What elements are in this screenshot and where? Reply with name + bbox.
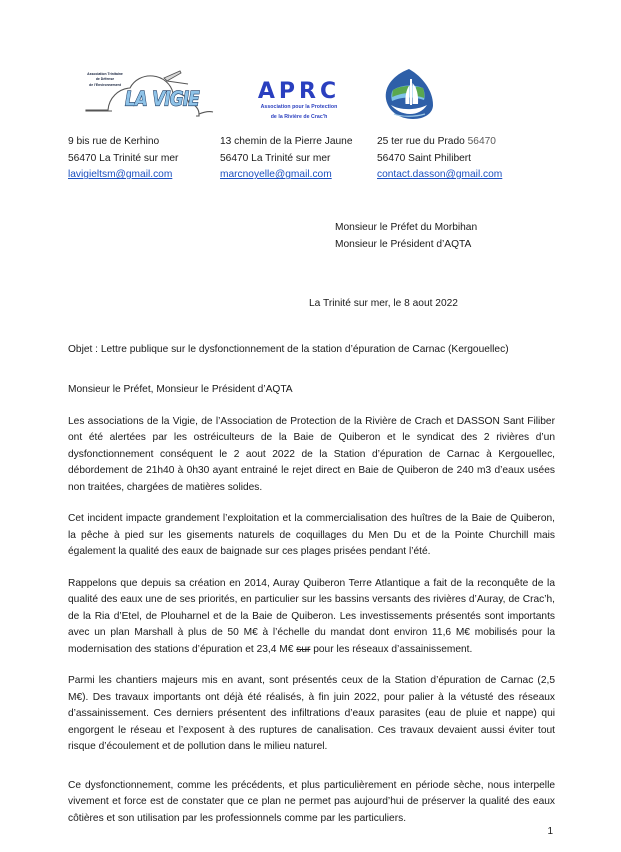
la-vigie-subtitle-line-1: Association Trinitaine <box>87 72 123 76</box>
subject-line: Objet : Lettre publique sur le dysfonctionnement de la station d’épuration de Carnac (Kergouellec) <box>68 344 509 355</box>
la-vigie-subtitle-line-3: de l'Environnement <box>89 82 121 87</box>
la-vigie-wordmark: LA VIGIE <box>125 87 200 110</box>
logo-cell-aprc <box>220 80 377 125</box>
email-link-aprc[interactable]: marcnoyelle@gmail.com <box>220 169 332 181</box>
dasson-sant-filiber-logo <box>383 67 437 125</box>
paragraph-3-part-1: Rappelons que depuis sa création en 2014, Auray Quiberon Terre Atlantique a fait de la reconquête de la qualité des eaux une de ses priorités, en particulier sur les bassins versants des rivières d’Auray, de Crac’h, de la Ria d’Etel, de Plouharnel et de la Baie de Quiberon. Les investissements présentés sont importants avec un plan Marshall à plus de 50 M€ à l’échelle du mandat dont environ 11,6 M€ mobilisés pour la modernisation des stations d’épuration et 23,4 M€ <box>68 577 555 655</box>
sailboat-icon <box>383 67 437 125</box>
la-vigie-subtitle <box>72 72 138 88</box>
address-city: 56470 Saint Philibert <box>377 152 472 164</box>
recipient-line-1: Monsieur le Préfet du Morbihan <box>335 222 478 233</box>
address-row <box>68 134 555 184</box>
address-street: 25 ter rue du Prado <box>377 136 468 147</box>
page-number: 1 <box>547 826 553 837</box>
aprc-subtitle-line-2: de la Rivière de Crac'h <box>270 114 328 121</box>
aprc-subtitle-line-1: Association pour la Protection <box>260 104 338 111</box>
logo-cell-dasson <box>377 67 437 125</box>
la-vigie-logo <box>68 67 216 125</box>
address-street-row <box>377 134 502 151</box>
recipient-line-2: Monsieur le Président d’AQTA <box>335 239 472 251</box>
address-street: 9 bis rue de Kerhino <box>68 136 160 147</box>
address-city: 56470 La Trinité sur mer <box>220 152 331 164</box>
paragraph-1: Les associations de la Vigie, de l’Association de Protection de la Rivière de Crach et DASSON Sant Filiber ont été alertées par les ostréiculteurs de la Baie de Quiberon et le syndicat des 2 rivières d’un dysfonctionnement conséquent le 2 aout 2022 de la Station d’épuration de Carnac à Kergouellec, débordement de 21h40 à 0h30 ayant entrainé le rejet direct en Baie de Quiberon de 240 m3 d’eaux usées non traitées, chargées de matières solides. <box>68 415 555 493</box>
address-block-aprc <box>220 134 377 184</box>
address-city: 56470 La Trinité sur mer <box>68 152 179 164</box>
paragraph-3-part-2: pour les réseaux d’assainissement. <box>310 643 473 655</box>
aprc-title: APRC <box>257 79 341 105</box>
email-link-dasson[interactable]: contact.dasson@gmail.com <box>377 169 503 181</box>
salutation: Monsieur le Préfet, Monsieur le Président d’AQTA <box>68 384 293 395</box>
date-line: La Trinité sur mer, le 8 aout 2022 <box>309 298 458 309</box>
address-street-postcode: 56470 <box>467 136 496 147</box>
address-street: 13 chemin de la Pierre Jaune <box>220 136 353 147</box>
la-vigie-subtitle-line-2: de Défense <box>95 77 115 82</box>
letter-body <box>68 382 555 827</box>
email-link-la-vigie[interactable]: lavigieltsm@gmail.com <box>68 169 173 181</box>
recipient-block <box>335 219 477 253</box>
logo-cell-la-vigie <box>68 67 220 125</box>
letterhead <box>68 63 555 184</box>
address-block-dasson <box>377 134 502 184</box>
logo-row <box>68 63 555 125</box>
paragraph-5: Ce dysfonctionnement, comme les précédents, et plus particulièrement en période sèche, nous interpelle vivement et force est de constater que ce plan ne permet pas aujourd’hui de préserver la qualité des eaux côtières et son utilisation par les professionnels comme par les particuliers. <box>68 779 555 824</box>
address-block-la-vigie <box>68 134 220 184</box>
paragraph-4: Parmi les chantiers majeurs mis en avant, sont présentés ceux de la Station d’épuration de Carnac (2,5 M€). Des travaux importants ont déjà été réalisés, à fin juin 2022, pour palier à la vétusté des réseaux d’assainissement. Ces derniers présentent des infiltrations d’eaux parasites (eau de pluie et nappe) qui engorgent le réseau et l’exposent à des ruptures de canalisation. Ces travaux devaient aussi éviter tout risque d’écoulement et de pollution dans le milieu naturel. <box>68 675 555 753</box>
paragraph-2: Cet incident impacte grandement l’exploitation et la commercialisation des huîtres de la Baie de Quiberon, la pêche à pied sur les gisements naturels de coquillages du Men Du et de la Pointe Churchill mais également la qualité des eaux de baignade sur ces plages prisées pendant l’été. <box>68 513 555 558</box>
paragraph-3 <box>68 576 555 659</box>
paragraph-3-struck-word: sur <box>296 643 311 655</box>
aprc-logo <box>224 80 374 125</box>
